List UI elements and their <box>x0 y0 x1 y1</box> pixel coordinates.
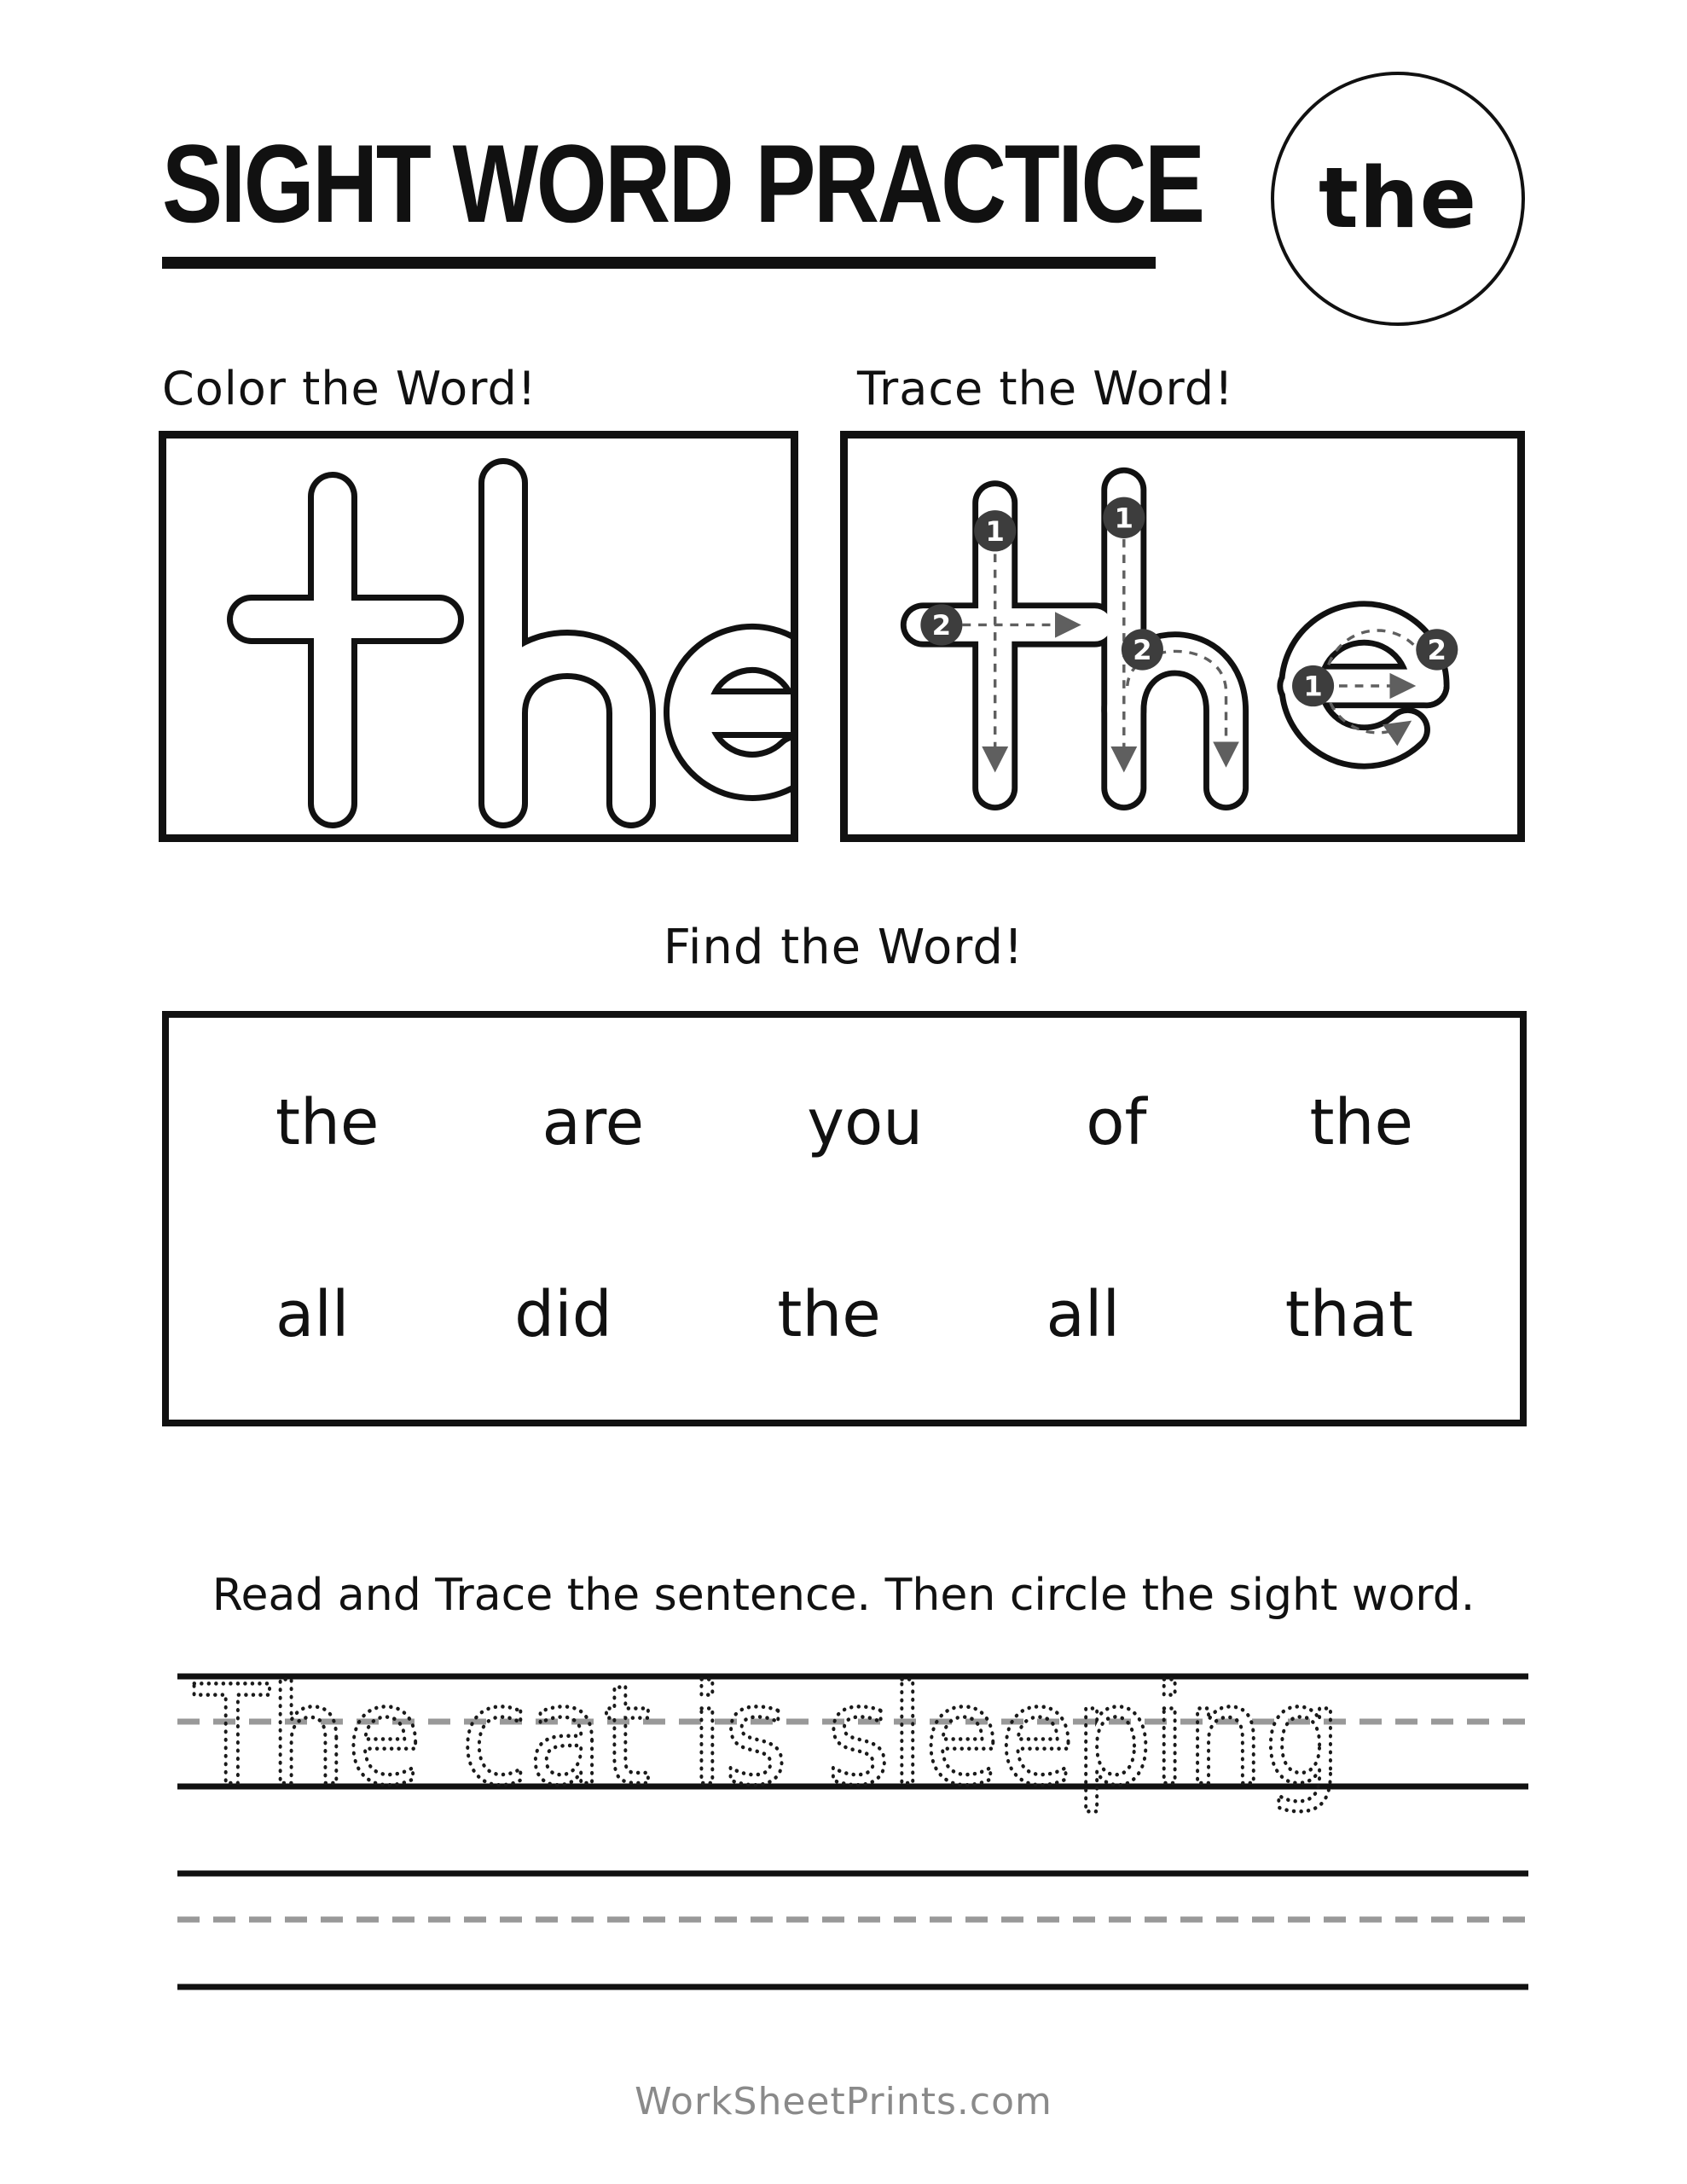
find-word: the <box>1309 1085 1413 1159</box>
sentence-instruction: Read and Trace the sentence. Then circle the sight word. <box>212 1570 1475 1621</box>
find-word: are <box>542 1085 645 1159</box>
t-stroke2-number: 2 <box>931 609 952 642</box>
trace-sentence-text: The cat is sleeping <box>194 1656 1342 1815</box>
find-word: did <box>514 1278 612 1352</box>
page-title: SIGHT WORD PRACTICE <box>162 121 1203 246</box>
find-word: the <box>777 1278 881 1352</box>
find-word: of <box>1086 1085 1147 1159</box>
h-stroke2-number: 2 <box>1133 634 1152 667</box>
e-stroke2-number: 2 <box>1427 634 1447 667</box>
trace-section-label: Trace the Word! <box>857 362 1234 415</box>
find-word-row-1 <box>169 1085 1520 1159</box>
color-section-label: Color the Word! <box>162 362 537 415</box>
sight-word-badge <box>1271 72 1525 326</box>
find-section-label: Find the Word! <box>663 920 1024 975</box>
trace-word-art <box>848 439 1517 834</box>
h-stroke1-number: 1 <box>1114 502 1134 535</box>
find-word-box <box>162 1011 1527 1426</box>
color-word-box <box>159 431 798 842</box>
e-stroke1-number: 1 <box>1303 670 1323 703</box>
find-word: all <box>275 1278 350 1352</box>
handwriting-area <box>0 1655 1687 2065</box>
find-word-row-2 <box>169 1278 1520 1352</box>
find-word: you <box>807 1085 924 1159</box>
find-word: the <box>275 1085 380 1159</box>
find-word: all <box>1046 1278 1121 1352</box>
footer-credit: WorkSheetPrints.com <box>635 2080 1052 2123</box>
find-word: that <box>1284 1278 1413 1352</box>
badge-word: the <box>1318 150 1478 247</box>
trace-word-box <box>840 431 1525 842</box>
color-word-art <box>166 439 791 834</box>
t-stroke1-number: 1 <box>985 515 1005 548</box>
title-underline <box>162 257 1156 269</box>
